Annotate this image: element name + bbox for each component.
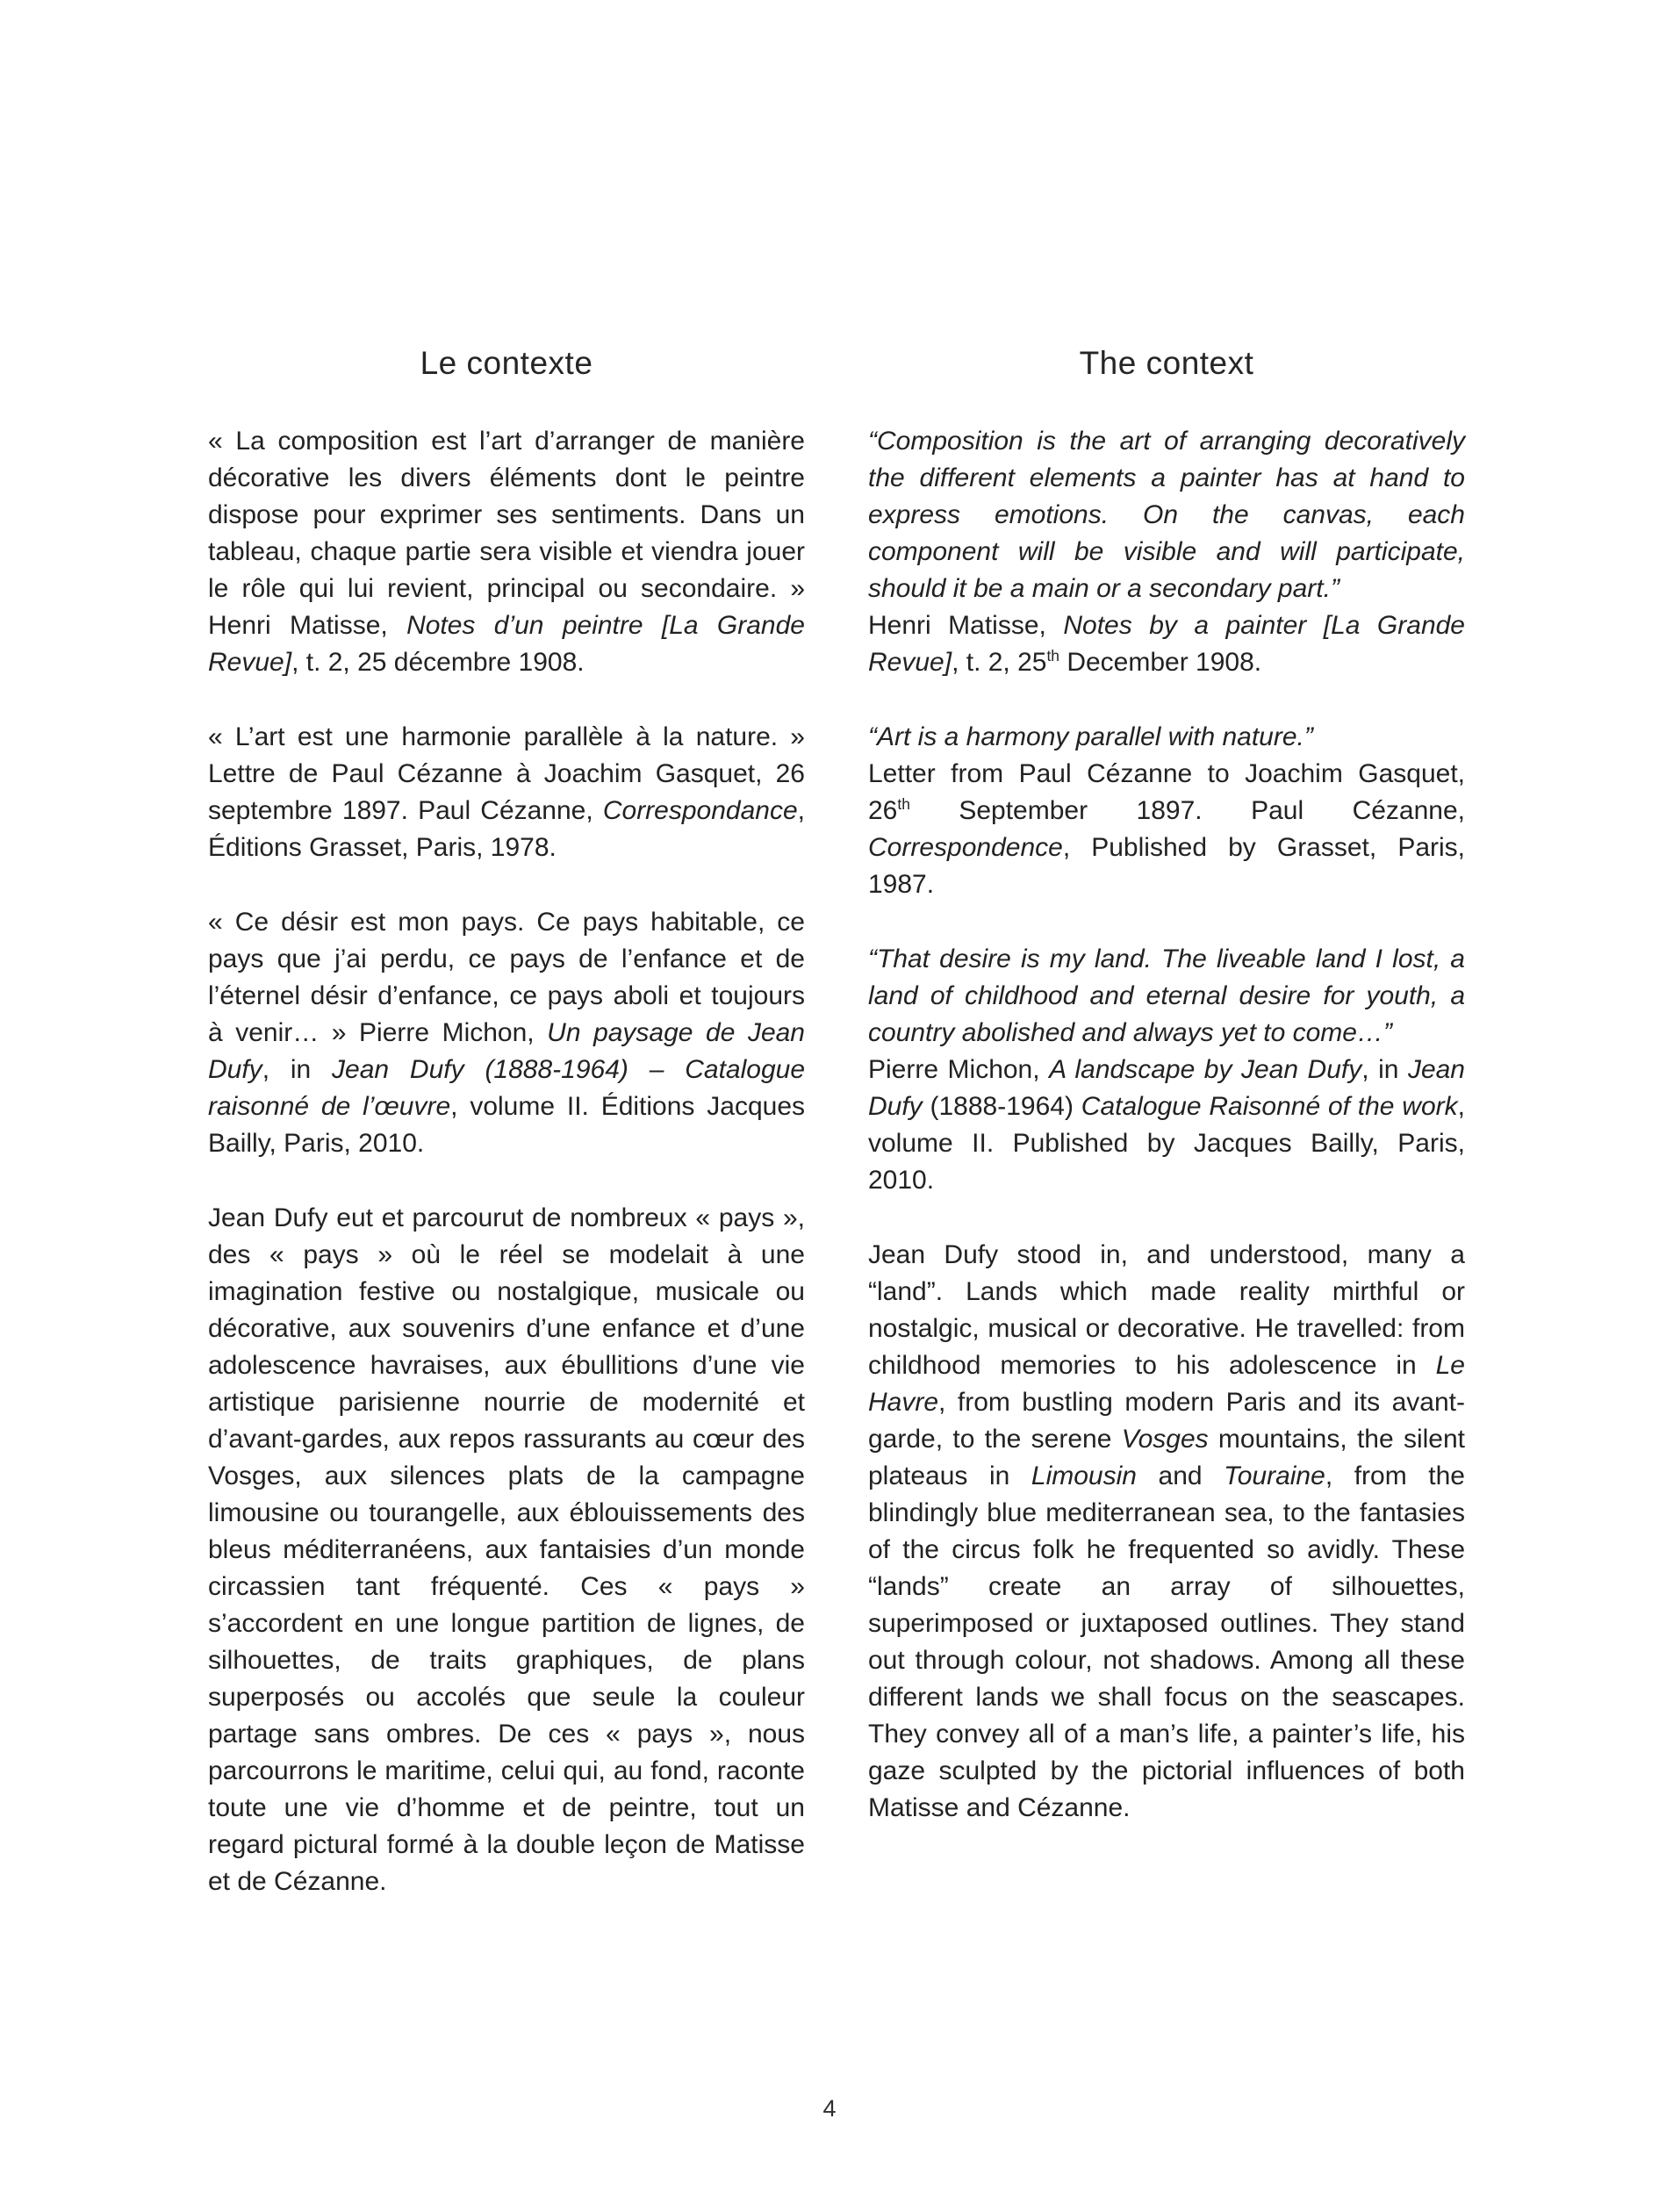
paragraph-french-body: Jean Dufy eut et parcourut de nombreux « pays », des « pays » où le réel se modelait à une imagination festive ou nostalgique, musicale ou décorative, aux souvenirs d’une enfance et d’une adolescence havraises, aux ébullitions d’une vie artistique parisienne nourrie de modernité et d’avant-gardes, aux repos rassurants au cœur des Vosges, aux silences plats de la campagne limousine ou tourangelle, aux éblouissements des bleus méditerranéens, aux fantaisies d’un monde circassien tant fréquenté. Ces « pays » s’accordent en une longue partition de lignes, de silhouettes, de traits graphiques, de plans superposés ou accolés que seule la couleur partage sans ombres. De ces « pays », nous parcourrons le maritime, celui qui, au fond, raconte toute une vie d’homme et de peintre, tout un regard pictural formé à la double leçon de Matisse et de Cézanne.	[208, 1203, 805, 1896]
paragraph-french-cezanne-quote: « L’art est une harmonie parallèle à la nature. » Lettre de Paul Cézanne à Joachim Gasquet, 26 septembre 1897. Paul Cézanne, Correspondance, Éditions Grasset, Paris, 1978.	[208, 722, 805, 862]
right-column-title: The context	[1079, 345, 1254, 381]
paragraph-french-michon-quote: « Ce désir est mon pays. Ce pays habitable, ce pays que j’ai perdu, ce pays de l’enfance et de l’éternel désir d’enfance, ce pays aboli et toujours à venir… » Pierre Michon, Un paysage de Jean Dufy, in Jean Dufy (1888-1964) – Catalogue raisonné de l’œuvre, volume II. Éditions Jacques Bailly, Paris, 2010.	[208, 908, 806, 1158]
left-column-title: Le contexte	[420, 345, 593, 381]
two-column-text	[208, 344, 1465, 1900]
paragraph-english-matisse-quote: “Composition is the art of arranging decoratively the different elements a painter has at hand to express emotions. On the canvas, each component will be visible and will participate, should it be a main or a secondary part.” Henri Matisse, Notes by a painter [La Grande Revue], t. 2, 25th December 1908.	[868, 427, 1465, 677]
right-column-english	[868, 344, 1465, 1900]
paragraph-english-body: Jean Dufy stood in, and understood, many a “land”. Lands which made reality mirthful or nostalgic, musical or decorative. He travelled: from childhood memories to his adolescence in Le Havre, from bustling modern Paris and its avant-garde, to the serene Vosges mountains, the silent plateaus in Limousin and Touraine, from the blindingly blue mediterranean sea, to the fantasies of the circus folk he frequented so avidly. These “lands” create an array of silhouettes, superimposed or juxtaposed outlines. They stand out through colour, not shadows. Among all these different lands we shall focus on the seascapes. They convey all of a man’s life, a painter’s life, his gaze sculpted by the pictorial influences of both Matisse and Cézanne.	[868, 1240, 1465, 1822]
paragraph-english-cezanne-quote: “Art is a harmony parallel with nature.” Letter from Paul Cézanne to Joachim Gasquet, 26th September 1897. Paul Cézanne, Correspondence, Published by Grasset, Paris, 1987.	[868, 722, 1465, 899]
paragraph-english-michon-quote: “That desire is my land. The liveable land I lost, a land of childhood and eternal desire for youth, a country abolished and always yet to come…” Pierre Michon, A landscape by Jean Dufy, in Jean Dufy (1888-1964) Catalogue Raisonné of the work, volume II. Published by Jacques Bailly, Paris, 2010.	[868, 944, 1465, 1195]
paragraph-french-matisse-quote: « La composition est l’art d’arranger de manière décorative les divers éléments dont le peintre dispose pour exprimer ses sentiments. Dans un tableau, chaque partie sera visible et viendra jouer le rôle qui lui revient, principal ou secondaire. » Henri Matisse, Notes d’un peintre [La Grande Revue], t. 2, 25 décembre 1908.	[208, 427, 805, 677]
page-number: 4	[822, 2095, 837, 2122]
left-column-french	[208, 344, 805, 1900]
